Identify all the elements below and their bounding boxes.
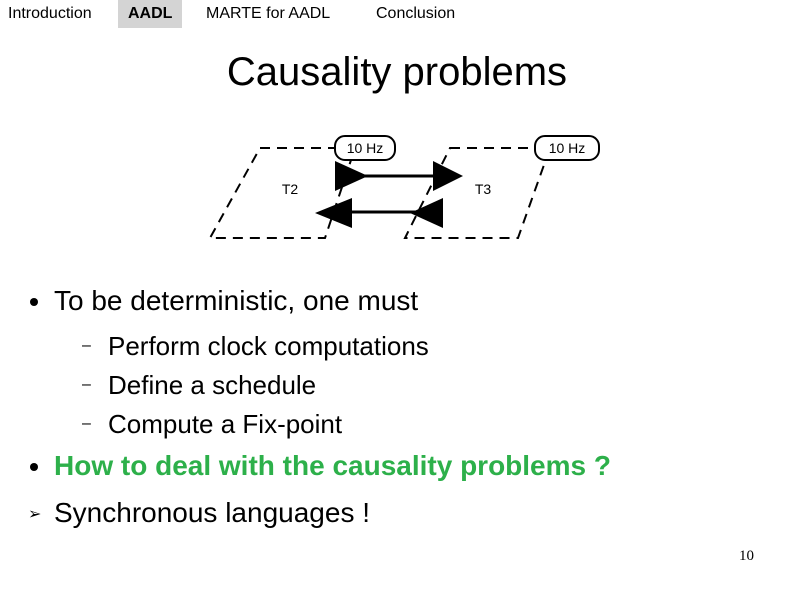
tab-conclusion[interactable]: Conclusion <box>376 5 456 22</box>
sub-bullet-dash-1: – <box>82 337 91 354</box>
port-arrow-top-left <box>335 161 368 191</box>
bullet-dot-2 <box>30 463 38 471</box>
top-nav <box>0 0 794 28</box>
rate-label-right: 10 Hz <box>548 140 586 156</box>
bullet-dot-1 <box>30 298 38 306</box>
sub-bullet-1: Perform clock computations <box>108 331 429 361</box>
tab-marte-for-aadl[interactable]: MARTE for AADL <box>206 5 331 22</box>
task-left-label: T2 <box>281 181 299 197</box>
task-right-label: T3 <box>474 181 492 197</box>
arrow-bullet-icon: ➢ <box>28 506 42 523</box>
tab-introduction[interactable]: Introduction <box>8 5 92 22</box>
port-arrow-top-right <box>433 161 463 191</box>
port-arrow-bottom-left <box>315 198 352 228</box>
sub-bullet-dash-2: – <box>82 376 91 393</box>
sub-bullet-2: Define a schedule <box>108 370 317 400</box>
tab-aadl[interactable]: AADL <box>118 0 182 28</box>
slide-title: Causality problems <box>226 50 568 94</box>
bullet-main-3: Synchronous languages ! <box>54 497 370 528</box>
port-arrow-bottom-right <box>410 198 443 228</box>
bullet-main-2: How to deal with the causality problems ? <box>54 450 611 481</box>
rate-label-left: 10 Hz <box>346 140 384 156</box>
causality-diagram <box>205 128 610 246</box>
bullet-main-1: To be deterministic, one must <box>54 285 419 316</box>
sub-bullet-3: Compute a Fix-point <box>108 409 343 439</box>
page-number: 10 <box>739 548 754 564</box>
sub-bullet-dash-3: – <box>82 415 91 432</box>
